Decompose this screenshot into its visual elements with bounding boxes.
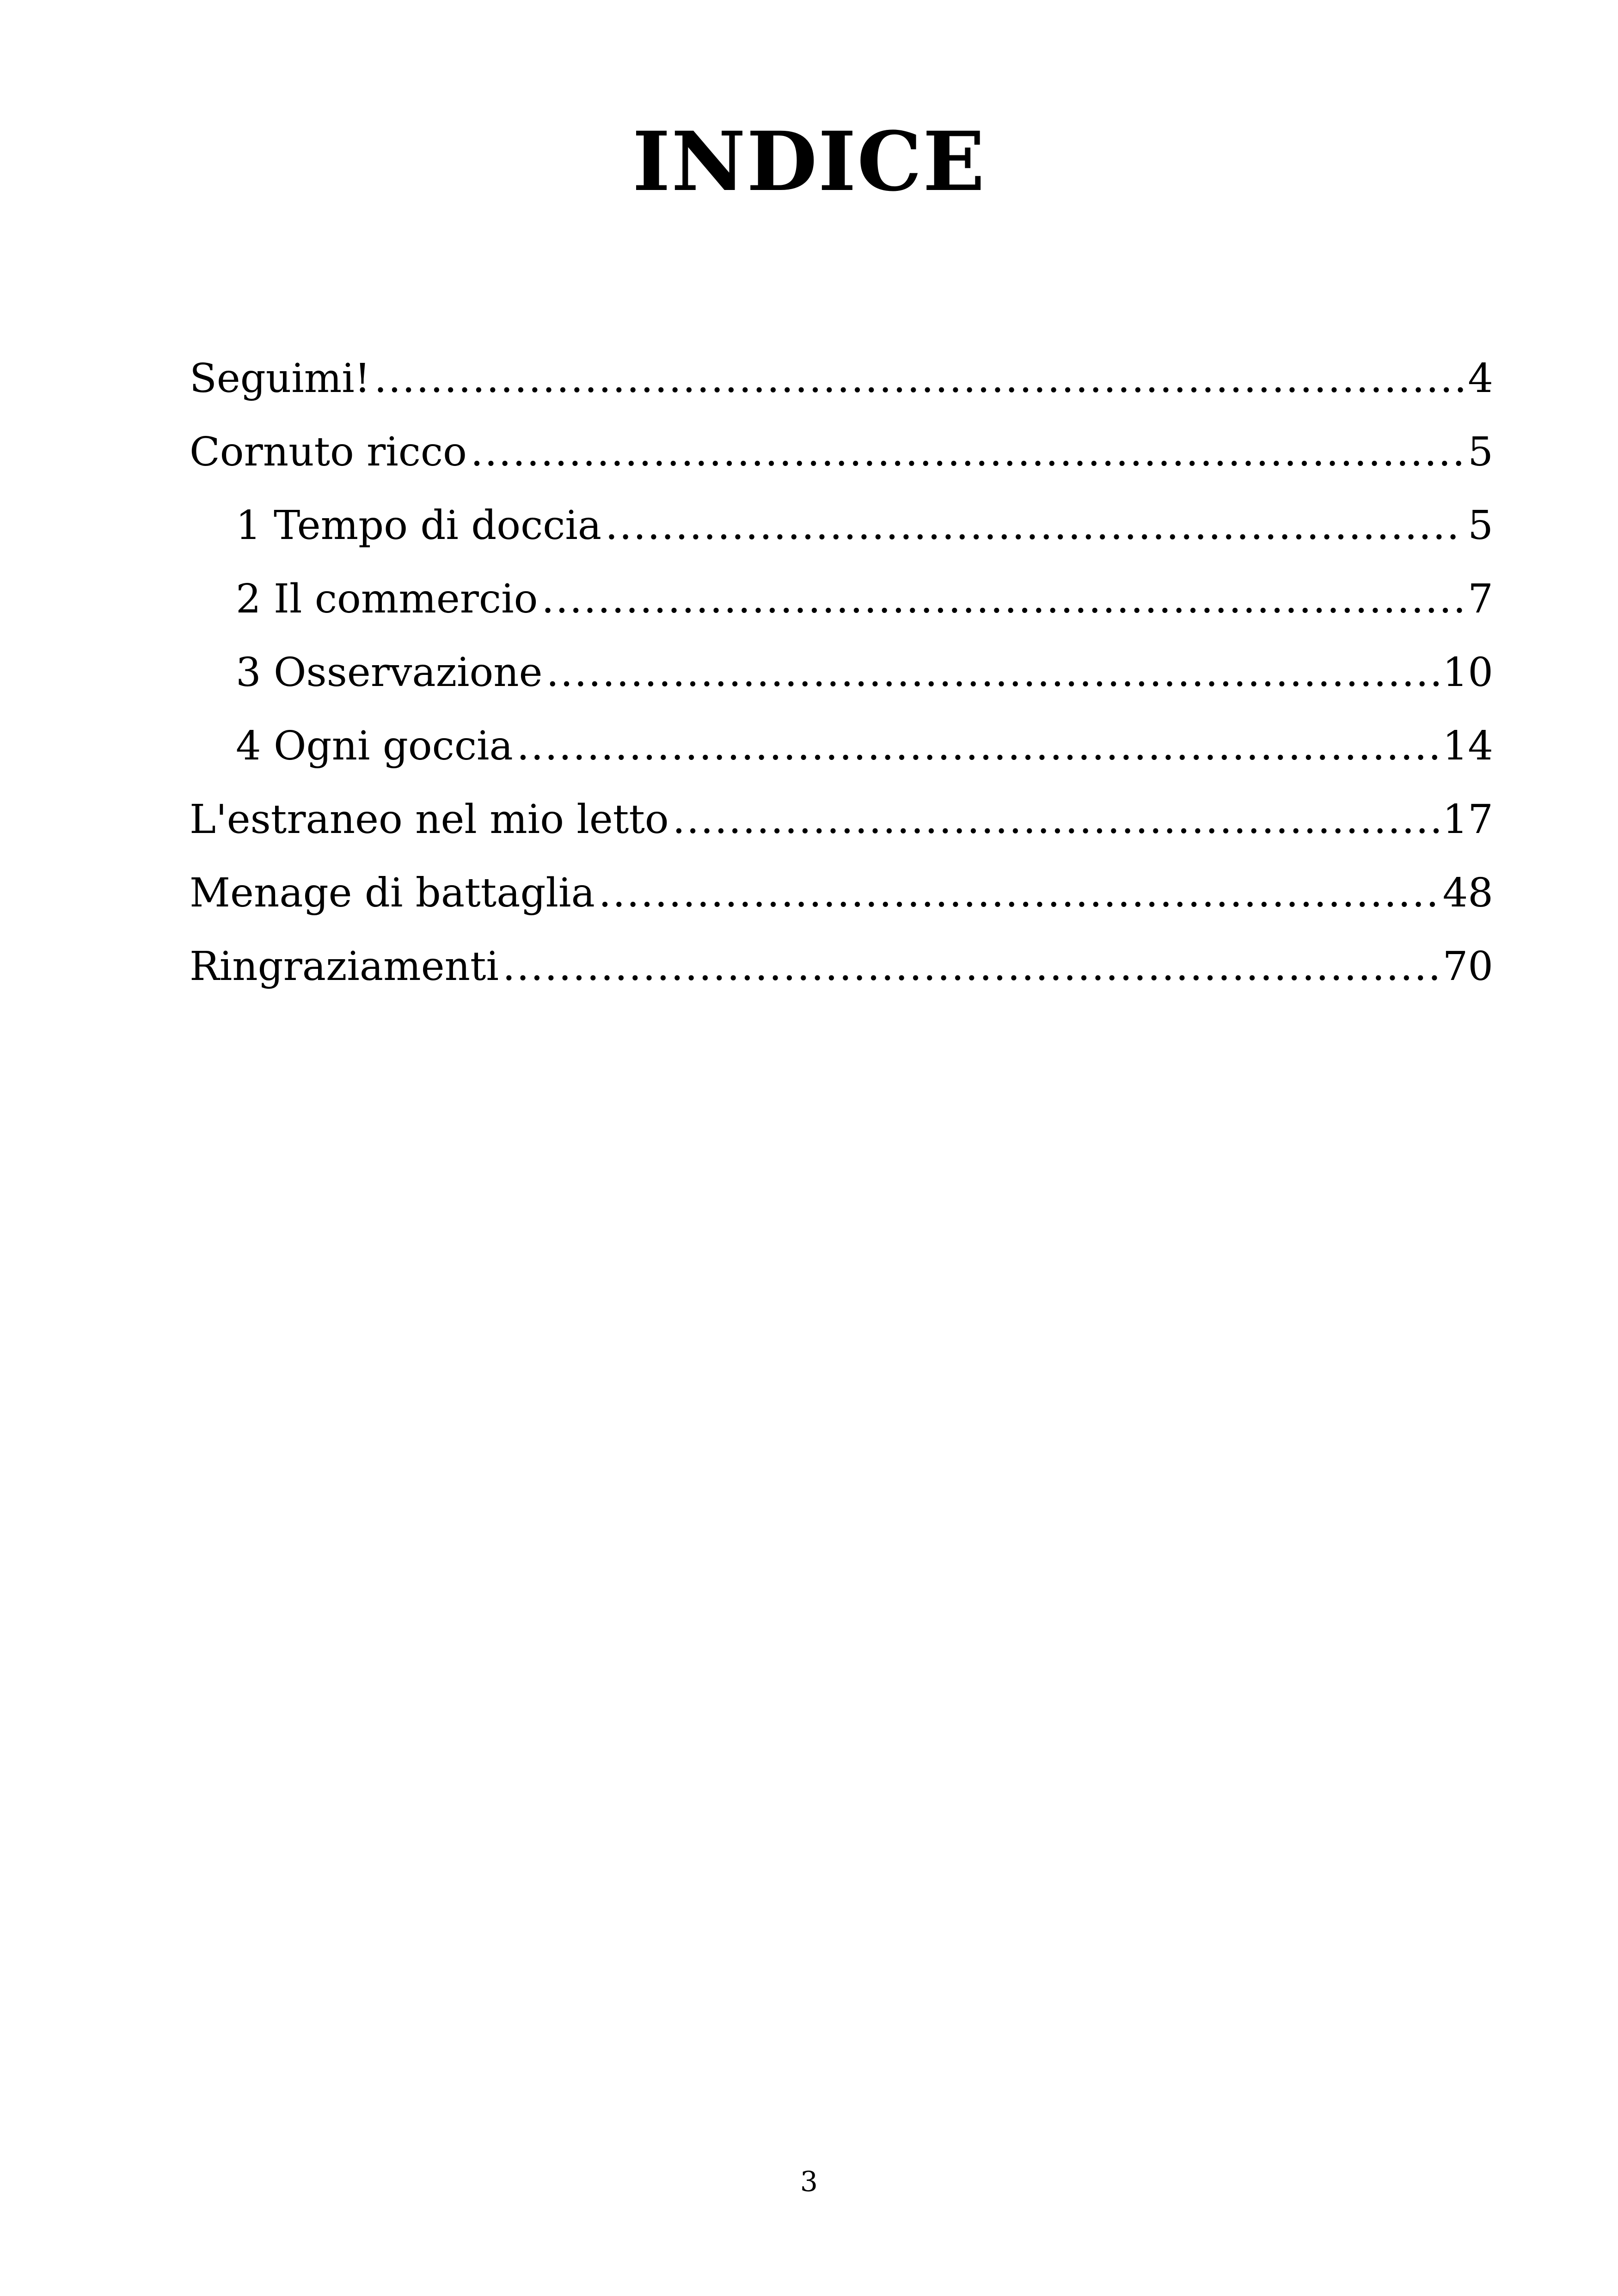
- toc-entry-tempo-di-doccia[interactable]: [190, 489, 1493, 563]
- toc-entry-label: 2 Il commercio: [236, 576, 538, 622]
- toc-dot-leader: [546, 636, 1439, 710]
- toc-dot-leader: [374, 342, 1464, 416]
- toc-dot-leader: [673, 783, 1439, 857]
- toc-dot-leader: [517, 710, 1439, 783]
- toc-entry-page: 5: [1468, 502, 1493, 549]
- toc-entry-cornuto-ricco[interactable]: [190, 416, 1493, 489]
- toc-entry-page: 17: [1442, 796, 1493, 843]
- toc-entry-label: Menage di battaglia: [190, 870, 595, 916]
- toc-entry-label: Seguimi!: [190, 355, 371, 402]
- toc-entry-page: 70: [1442, 943, 1493, 990]
- toc-entry-page: 10: [1442, 649, 1493, 696]
- table-of-contents: [190, 342, 1493, 1004]
- toc-entry-label: 3 Osservazione: [236, 649, 543, 696]
- toc-dot-leader: [605, 489, 1464, 563]
- toc-dot-leader: [471, 416, 1464, 489]
- page-number: 3: [800, 2166, 818, 2198]
- toc-dot-leader: [503, 930, 1439, 1004]
- toc-dot-leader: [541, 563, 1464, 636]
- toc-entry-page: 5: [1468, 429, 1493, 475]
- toc-entry-ringraziamenti[interactable]: [190, 930, 1493, 1004]
- toc-entry-label: 4 Ogni goccia: [236, 723, 513, 769]
- toc-dot-leader: [599, 857, 1439, 930]
- toc-entry-page: 48: [1442, 870, 1493, 916]
- toc-entry-menage-di-battaglia[interactable]: [190, 857, 1493, 930]
- toc-entry-label: Cornuto ricco: [190, 429, 467, 475]
- toc-entry-seguimi[interactable]: [190, 342, 1493, 416]
- toc-entry-il-commercio[interactable]: [190, 563, 1493, 636]
- toc-entry-osservazione[interactable]: [190, 636, 1493, 710]
- toc-entry-page: 7: [1468, 576, 1493, 622]
- toc-entry-ogni-goccia[interactable]: [190, 710, 1493, 783]
- toc-entry-label: Ringraziamenti: [190, 943, 499, 990]
- toc-entry-estraneo-nel-mio-letto[interactable]: [190, 783, 1493, 857]
- toc-entry-label: 1 Tempo di doccia: [236, 502, 602, 549]
- toc-entry-page: 4: [1468, 355, 1493, 402]
- toc-entry-label: L'estraneo nel mio letto: [190, 796, 669, 843]
- toc-entry-page: 14: [1442, 723, 1493, 769]
- page-title: INDICE: [632, 114, 986, 209]
